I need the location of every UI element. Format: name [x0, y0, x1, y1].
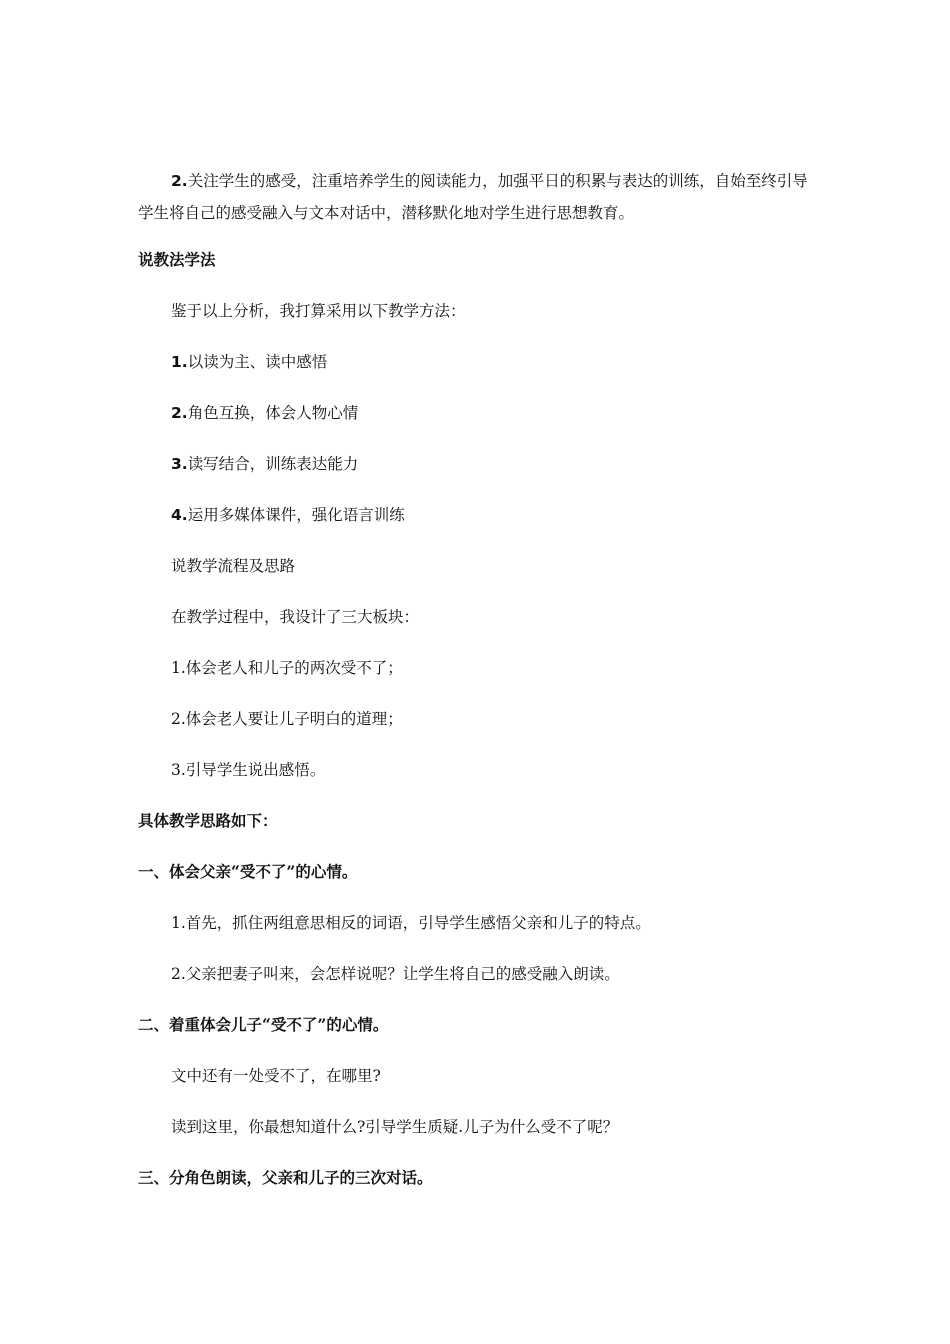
heading-section-3: 三、分角色朗读，父亲和儿子的三次对话。 [138, 1168, 433, 1187]
block-item-3: 3.引导学生说出感悟。 [171, 761, 326, 779]
heading-section-2: 二、着重体会儿子“受不了”的心情。 [138, 1015, 389, 1034]
section-1-item-1: 1.首先，抓住两组意思相反的词语，引导学生感悟父亲和儿子的特点。 [171, 914, 651, 932]
paragraph-process-title: 说教学流程及思路 [171, 557, 296, 575]
section-2-item-2: 读到这里，你最想知道什么?引导学生质疑.儿子为什么受不了呢？ [171, 1118, 619, 1136]
heading-section-1: 一、体会父亲“受不了”的心情。 [138, 862, 358, 881]
paragraph-methods-intro: 鉴于以上分析，我打算采用以下教学方法： [171, 302, 466, 320]
heading-detailed-approach: 具体教学思路如下： [138, 811, 278, 830]
paragraph-process-intro: 在教学过程中，我设计了三大板块： [171, 608, 420, 626]
paragraph-goal-2: 2.关注学生的感受，注重培养学生的阅读能力，加强平日的积累与表达的训练，自始至终引导学生将自己的感受融入与文本对话中，潜移默化地对学生进行思想教育。 [138, 172, 808, 222]
method-item-1: 1.以读为主、读中感悟 [171, 353, 328, 371]
section-2-item-1: 文中还有一处受不了，在哪里? [171, 1067, 381, 1085]
block-item-1: 1.体会老人和儿子的两次受不了； [171, 659, 403, 677]
method-item-3: 3.读写结合，训练表达能力 [171, 455, 359, 473]
heading-teaching-methods: 说教法学法 [138, 250, 216, 269]
method-item-2: 2.角色互换，体会人物心情 [171, 404, 359, 422]
method-item-4: 4.运用多媒体课件，强化语言训练 [171, 506, 405, 524]
section-1-item-2: 2.父亲把妻子叫来，会怎样说呢？让学生将自己的感受融入朗读。 [171, 965, 620, 983]
block-item-2: 2.体会老人要让儿子明白的道理； [171, 710, 403, 728]
